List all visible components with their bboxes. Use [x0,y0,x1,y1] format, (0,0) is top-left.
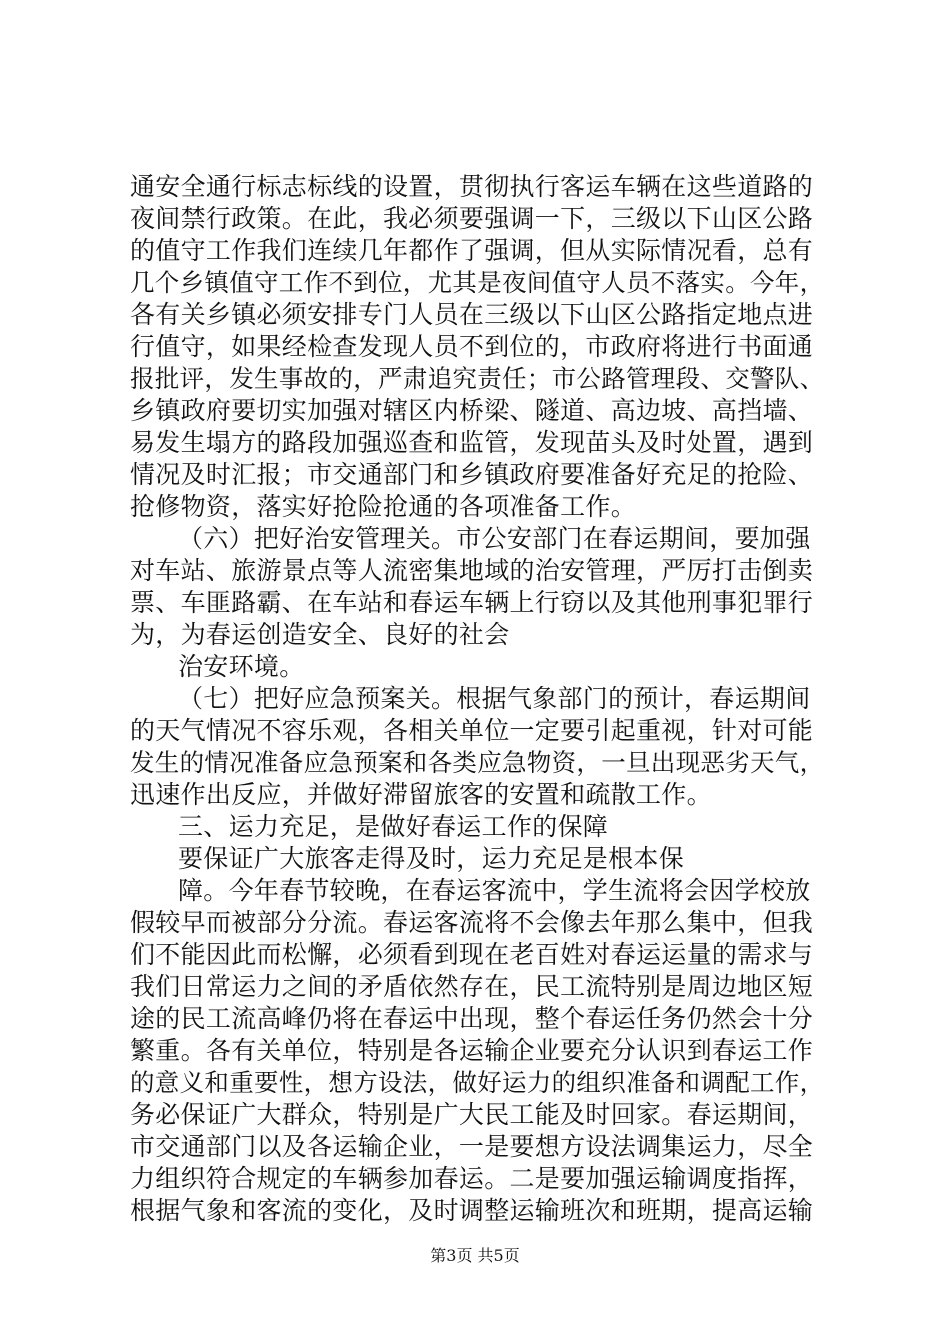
page-footer [0,1244,950,1268]
text-line: 票、车匪路霸、在车站和春运车辆上行窃以及其他刑事犯罪行 [130,588,814,617]
text-line: 发生的情况准备应急预案和各类应急物资，一旦出现恶劣天气， [130,748,825,777]
text-line: 对车站、旅游景点等人流密集地域的治安管理，严厉打击倒卖 [130,556,814,585]
text-line: 根据气象和客流的变化，及时调整运输班次和班期，提高运输 [130,1196,814,1225]
text-line: （七）把好应急预案关。根据气象部门的预计，春运期间 [178,684,811,713]
text-line: 通安全通行标志标线的设置，贯彻执行客运车辆在这些道路的 [130,172,814,201]
text-line: 三、运力充足，是做好春运工作的保障 [178,812,609,841]
text-line: 各有关乡镇必须安排专门人员在三级以下山区公路指定地点进 [130,300,814,329]
text-line: 的值守工作我们连续几年都作了强调，但从实际情况看，总有 [130,236,814,265]
page-number-label: 第3页 共5页 [430,1246,520,1265]
text-line: 力组织符合规定的车辆参加春运。二是要加强运输调度指挥， [130,1164,814,1193]
text-line: 们不能因此而松懈，必须看到现在老百姓对春运运量的需求与 [130,940,814,969]
text-line: 行值守，如果经检查发现人员不到位的，市政府将进行书面通 [130,332,814,361]
text-line: 的天气情况不容乐观，各相关单位一定要引起重视，针对可能 [130,716,814,745]
text-line: 易发生塌方的路段加强巡查和监管，发现苗头及时处置，遇到 [130,428,814,457]
text-line: 几个乡镇值守工作不到位，尤其是夜间值守人员不落实。今年， [130,268,825,297]
text-line: （六）把好治安管理关。市公安部门在春运期间，要加强 [178,524,811,553]
text-line: 途的民工流高峰仍将在春运中出现，整个春运任务仍然会十分 [130,1004,814,1033]
text-line: 迅速作出反应，并做好滞留旅客的安置和疏散工作。 [130,780,712,809]
text-line: 情况及时汇报；市交通部门和乡镇政府要准备好充足的抢险、 [130,460,814,489]
text-line: 的意义和重要性，想方设法，做好运力的组织准备和调配工作， [130,1068,825,1097]
text-line: 治安环境。 [178,652,305,681]
text-line: 假较早而被部分分流。春运客流将不会像去年那么集中，但我 [130,908,814,937]
text-line: 抢修物资，落实好抢险抢通的各项准备工作。 [130,492,637,521]
text-line: 夜间禁行政策。在此，我必须要强调一下，三级以下山区公路 [130,204,814,233]
text-line: 繁重。各有关单位，特别是各运输企业要充分认识到春运工作 [130,1036,814,1065]
text-line: 报批评，发生事故的，严肃追究责任；市公路管理段、交警队、 [130,364,825,393]
text-line: 为，为春运创造安全、良好的社会 [130,620,510,649]
text-line: 要保证广大旅客走得及时，运力充足是根本保 [178,844,685,873]
body-text [130,171,835,1227]
text-line: 障。今年春节较晚，在春运客流中，学生流将会因学校放 [178,876,811,905]
text-line: 市交通部门以及各运输企业，一是要想方设法调集运力，尽全 [130,1132,814,1161]
text-line: 我们日常运力之间的矛盾依然存在，民工流特别是周边地区短 [130,972,814,1001]
text-line: 乡镇政府要切实加强对辖区内桥梁、隧道、高边坡、高挡墙、 [130,396,814,425]
text-line: 务必保证广大群众，特别是广大民工能及时回家。春运期间， [130,1100,814,1129]
